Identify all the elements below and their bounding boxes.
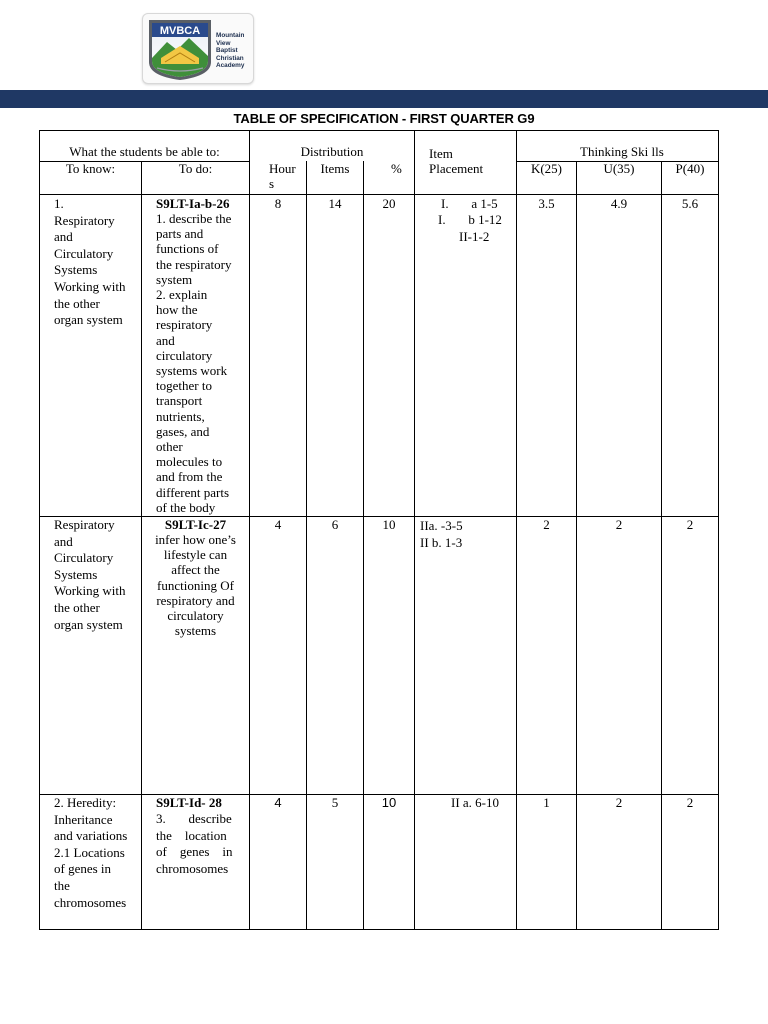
- header-to-know: To know:: [65, 161, 116, 176]
- row3-k: 1: [543, 795, 550, 810]
- logo-text: Mountain View Baptist Christian Academy: [216, 32, 245, 70]
- row1-to-know: 1. Respiratory and Circulatory Systems Working with the other organ system: [54, 196, 126, 328]
- table-border-left: [39, 130, 40, 930]
- school-logo: [142, 13, 254, 84]
- row3-to-do-line: chromosomes: [156, 860, 229, 876]
- header-students: What the students be able to:: [69, 144, 220, 159]
- row3-to-do-line: 3. describe: [156, 811, 232, 826]
- logo-abbrev: MVBCA: [159, 25, 201, 37]
- row1-to-do: 1. describe the parts and functions of the respiratory system 2. explain how the respiratory and circulatory systems work together to transport nutrients, gases, and other molecules to and from the different parts of the body: [156, 211, 232, 515]
- row3-percent: 10: [381, 795, 397, 810]
- header-thinking-skills: Thinking Ski lls: [580, 144, 664, 159]
- row2-placement: IIa. -3-5 II b. 1-3: [420, 518, 463, 550]
- row2-to-do: infer how one’s lifestyle can affect the functioning Of respiratory and circulatory systems: [155, 532, 236, 639]
- header-k: K(25): [530, 161, 563, 176]
- header-banner: [0, 90, 768, 108]
- row1-items: 14: [328, 196, 342, 211]
- header-u: U(35): [603, 161, 635, 176]
- column-divider: [306, 161, 307, 930]
- header-item-placement: Item Placement: [429, 146, 484, 177]
- row1-hours: 8: [274, 196, 282, 211]
- row3-p: 2: [686, 795, 694, 810]
- row2-code: S9LT-Ic-27: [164, 517, 227, 532]
- row3-u: 2: [615, 795, 623, 810]
- row1-placement-a: I. a 1-5: [441, 196, 498, 211]
- row2-hours: 4: [274, 517, 282, 532]
- row2-percent: 10: [382, 517, 396, 532]
- row1-p: 5.6: [681, 196, 699, 211]
- header-hours: Hour s: [269, 161, 296, 192]
- column-divider: [363, 161, 364, 930]
- row3-to-do-line: the location: [156, 827, 227, 843]
- header-items: Items: [320, 161, 350, 176]
- column-divider: [661, 161, 662, 930]
- shield-icon: [147, 18, 213, 81]
- row3-code: S9LT-Id- 28: [156, 795, 222, 810]
- row1-percent: 20: [382, 196, 396, 211]
- row1-k: 3.5: [538, 196, 555, 211]
- row2-to-know: Respiratory and Circulatory Systems Working with the other organ system: [54, 517, 126, 632]
- page-title: TABLE OF SPECIFICATION - FIRST QUARTER G9: [233, 111, 535, 126]
- row1-placement-b: I. b 1-12: [438, 212, 502, 227]
- table-border-top: [39, 130, 719, 131]
- row3-items: 5: [331, 795, 339, 810]
- header-percent: %: [391, 161, 402, 176]
- header-p: P(40): [675, 161, 705, 176]
- column-divider: [576, 161, 577, 930]
- row1-u: 4.9: [610, 196, 628, 211]
- row1-placement-c: II-1-2: [459, 229, 490, 244]
- row3-hours: 4: [274, 795, 282, 810]
- row2-items: 6: [331, 517, 339, 532]
- row2-p: 2: [686, 517, 694, 532]
- row3-to-know: 2. Heredity: Inheritance and variations 2.1 Locations of genes in the chromosomes: [54, 795, 128, 910]
- table-border-right: [718, 130, 719, 930]
- header-distribution: Distribution: [300, 144, 364, 159]
- header-to-do: To do:: [178, 161, 213, 176]
- row3-to-do-line: of genes in: [156, 844, 233, 860]
- row2-k: 2: [543, 517, 550, 532]
- row2-u: 2: [615, 517, 623, 532]
- row1-code: S9LT-Ia-b-26: [156, 196, 230, 211]
- row3-to-do: [156, 811, 236, 877]
- column-divider: [414, 130, 415, 930]
- row3-placement: II a. 6-10: [451, 795, 500, 810]
